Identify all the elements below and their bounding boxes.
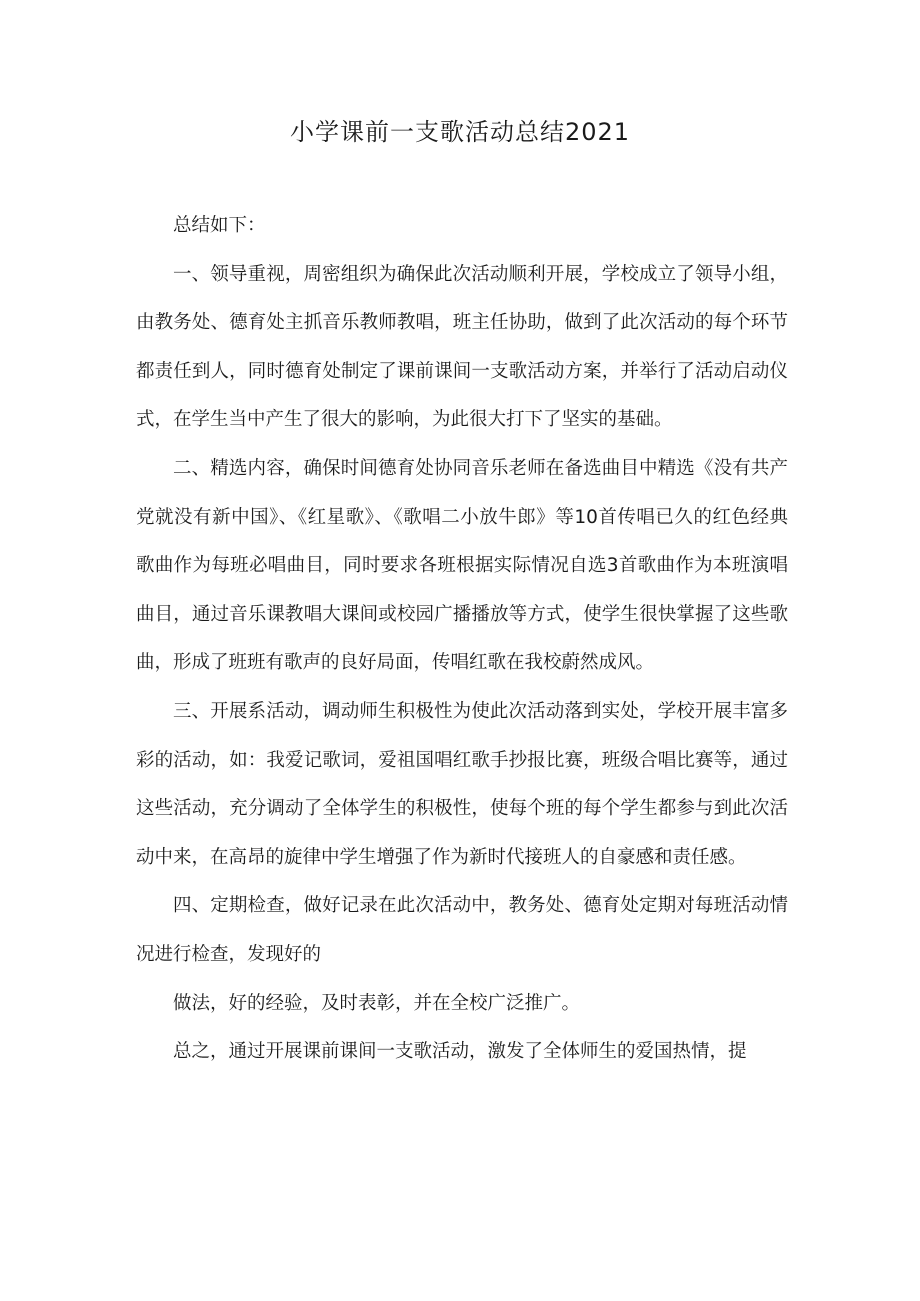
- paragraph-section-1: 一、领导重视，周密组织为确保此次活动顺利开展，学校成立了领导小组，由教务处、德育处主抓音乐教师教唱，班主任协助，做到了此次活动的每个环节都责任到人，同时德育处制定了课前课间一支歌活动方案，并举行了活动启动仪式，在学生当中产生了很大的影响，为此很大打下了坚实的基础。: [136, 263, 788, 431]
- paragraph-conclusion: 总之，通过开展课前课间一支歌活动，激发了全体师生的爱国热情，提: [173, 1041, 747, 1063]
- paragraph-section-2: 二、精选内容，确保时间德育处协同音乐老师在备选曲目中精选《没有共产党就没有新中国》、《红星歌》、《歌唱二小放牛郎》等10首传唱已久的红色经典歌曲作为每班必唱曲目，同时要求各班根据实际情况自选3首歌曲作为本班演唱曲目，通过音乐课教唱大课间或校园广播播放等方式，使学生很快掌握了这些歌曲，形成了班班有歌声的良好局面，传唱红歌在我校蔚然成风。: [136, 457, 788, 674]
- paragraph-section-4: 四、定期检查，做好记录在此次活动中，教务处、德育处定期对每班活动情况进行检查，发现好的: [136, 895, 788, 965]
- paragraph-section-4-continued: 做法，好的经验，及时表彰，并在全校广泛推广。: [173, 992, 581, 1014]
- paragraph-section-3: 三、开展系活动，调动师生积极性为使此次活动落到实处，学校开展丰富多彩的活动，如：我爱记歌词，爱祖国唱红歌手抄报比赛，班级合唱比赛等，通过这些活动，充分调动了全体学生的积极性，使每个班的每个学生都参与到此次活动中来，在高昂的旋律中学生增强了作为新时代接班人的自豪感和责任感。: [136, 700, 788, 868]
- document-title: 小学课前一支歌活动总结2021: [289, 118, 631, 146]
- paragraph-intro: 总结如下：: [173, 215, 266, 236]
- document-body: [136, 202, 788, 1077]
